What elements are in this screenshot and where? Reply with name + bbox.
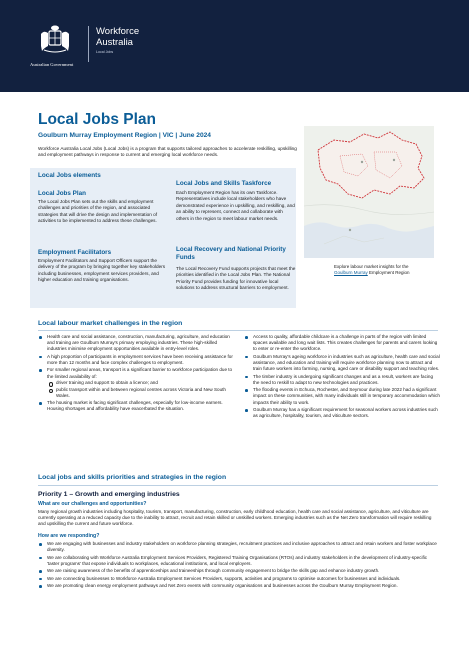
map-caption-line2 (334, 270, 410, 276)
responses-list (38, 541, 440, 590)
coat-of-arms-icon (38, 24, 72, 54)
facilitators-text: Employment Facilitators and Support Officers support the delivery of the program by bringing together key stakeholders including businesses, employment services providers, and higher education and training organisations. (38, 258, 166, 283)
challenges-left-list (38, 334, 234, 414)
region-map[interactable] (304, 126, 434, 258)
local-jobs-plan-heading: Local Jobs Plan (38, 190, 86, 197)
brand-line-1: Workforce (96, 26, 140, 37)
list-item: The housing market is facing significant challenges, especially for low-income earners. Housing shortages and affordability have exacerbated the situation. (38, 400, 234, 412)
list-item: We are promoting clean energy employment pathways and Net Zero events with community organisations and businesses across the Goulburn Murray Employment Region. (38, 583, 440, 589)
list-item (38, 367, 234, 399)
intro-paragraph: Workforce Australia Local Jobs (Local Jobs) is a program that supports tailored approaches to accelerate reskilling, upskilling and employment pathways in response to current and emerging local workforce needs. (38, 146, 297, 158)
sub-list-item: driver training and support to obtain a licence; and (47, 380, 234, 386)
map-caption-line1: Explore labour market insights for the (334, 264, 409, 269)
list-item: Goulburn Murray's ageing workforce in industries such as agriculture, health care and social assistance, and education and training will require workforce planning now to attract and train future workers into farming, nursing, aged care or disability support and teaching roles. (244, 354, 440, 373)
page-subtitle: Goulburn Murray Employment Region | VIC | June 2024 (38, 132, 211, 139)
taskforce-heading: Local Jobs and Skills Taskforce (176, 180, 272, 187)
map-caption (334, 264, 410, 276)
local-jobs-plan-text: The Local Jobs Plan sets out the skills and employment challenges and priorities of the region, and associated strategies that will drive the design and implementation of activities to be implemented to address these challenges. (38, 199, 158, 224)
list-item: Health care and social assistance, construction, manufacturing, agriculture, and education and training are Goulburn Murray's primary employing industries. These high-skilled industries minimise employment opportunities available in entry-level roles. (38, 334, 234, 353)
challenges-right-list (244, 334, 440, 421)
brand-divider (88, 26, 89, 62)
priorities-rule (38, 485, 438, 486)
government-label: Australian Government (30, 62, 74, 67)
list-item: Access to quality, affordable childcare is a challenge in parts of the region with limited spaces available and long wait lists. This creates challenges for parents and carers looking to enter or re-enter the workforce. (244, 334, 440, 353)
list-item: We are raising awareness of the benefits of apprenticeships and traineeships through community engagement to bridge the skills gap and enhance industry growth. (38, 568, 440, 574)
recovery-text: The Local Recovery Fund supports projects that meet the priorities identified in the Local Jobs Plan. The National Priority Fund provides funding for innovative local solutions to address structural barriers to employment. (176, 266, 296, 291)
map-caption-end: Employment Region (367, 270, 410, 275)
challenges-question: What are our challenges and opportunities? (38, 501, 147, 507)
priority-1-challenges-text: Many regional growth industries including hospitality, tourism, transport, manufacturing, construction, early childhood education, health care and social assistance, agriculture, and viticulture are currently operating at a reduced capacity due to the inability to attract, recruit and retain skilled or unskilled workers. Emerging industries such as the Net Zero transformation will require reskilling and upskilling the current and future workforce. (38, 509, 432, 527)
page-title: Local Jobs Plan (38, 111, 157, 128)
challenges-heading: Local labour market challenges in the region (38, 320, 183, 327)
facilitators-heading: Employment Facilitators (38, 249, 112, 256)
list-item: We are connecting businesses to Workforce Australia Employment Services Providers, supports, activities and programs to optimise outcomes for businesses and individuals. (38, 576, 440, 582)
list-item: Goulburn Murray has a significant requirement for seasonal workers across industries such as agriculture, hospitality, tourism, and viticulture sectors. (244, 407, 440, 419)
challenges-rule (38, 330, 438, 331)
list-item: We are collaborating with Workforce Australia Employment Services Providers, Registered Training Organisations (RTOs) and industry stakeholders in the development of industry-specific 'taster programs' that expose individuals to workplaces, educational institutions, and local employers. (38, 555, 440, 567)
brand-line-3: Local Jobs (96, 50, 114, 54)
taskforce-text: Each Employment Region has its own Taskforce. Representatives include local stakeholders who have demonstrated experience in upskilling, and reskilling, and an ability to represent, connect and collaborate with others in the region to meet labour market needs. (176, 190, 295, 221)
header-banner (0, 0, 469, 92)
list-item-text: For smaller regional areas, transport is a significant barrier to workforce participation due to the limited availability of: (47, 367, 233, 379)
brand-line-2: Australia (96, 37, 133, 48)
goulburn-murray-link[interactable]: Goulburn Murray (334, 270, 368, 275)
list-item: We are engaging with businesses and industry stakeholders on workforce planning strategies, recruitment practices and inclusive approaches to attract and retain workers and foster workplace diversity. (38, 541, 440, 553)
recovery-heading: Local Recovery and National Priority Funds (176, 246, 286, 261)
sub-list (47, 380, 234, 399)
region-map-graphic (304, 126, 434, 258)
priority-1-title: Priority 1 – Growth and emerging industries (38, 491, 180, 498)
priorities-heading: Local jobs and skills priorities and strategies in the region (38, 474, 227, 481)
elements-heading: Local Jobs elements (38, 172, 101, 179)
list-item: The flooding events in Echuca, Rochester, and Seymour during late 2022 had a significant impact on these communities, with many individuals still in temporary accommodation which impacts their ability to work. (244, 387, 440, 406)
responding-question: How are we responding? (38, 533, 100, 539)
sub-list-item: public transport within and between regional centres across Victoria and New South Wales. (47, 387, 234, 399)
list-item: A high proportion of participants in employment services have been receiving assistance for more than 12 months and face complex challenges to employment. (38, 354, 234, 366)
list-item: The timber industry is undergoing significant changes and as a result, workers are facing the need to reskill to adapt to new technologies and practices. (244, 374, 440, 386)
